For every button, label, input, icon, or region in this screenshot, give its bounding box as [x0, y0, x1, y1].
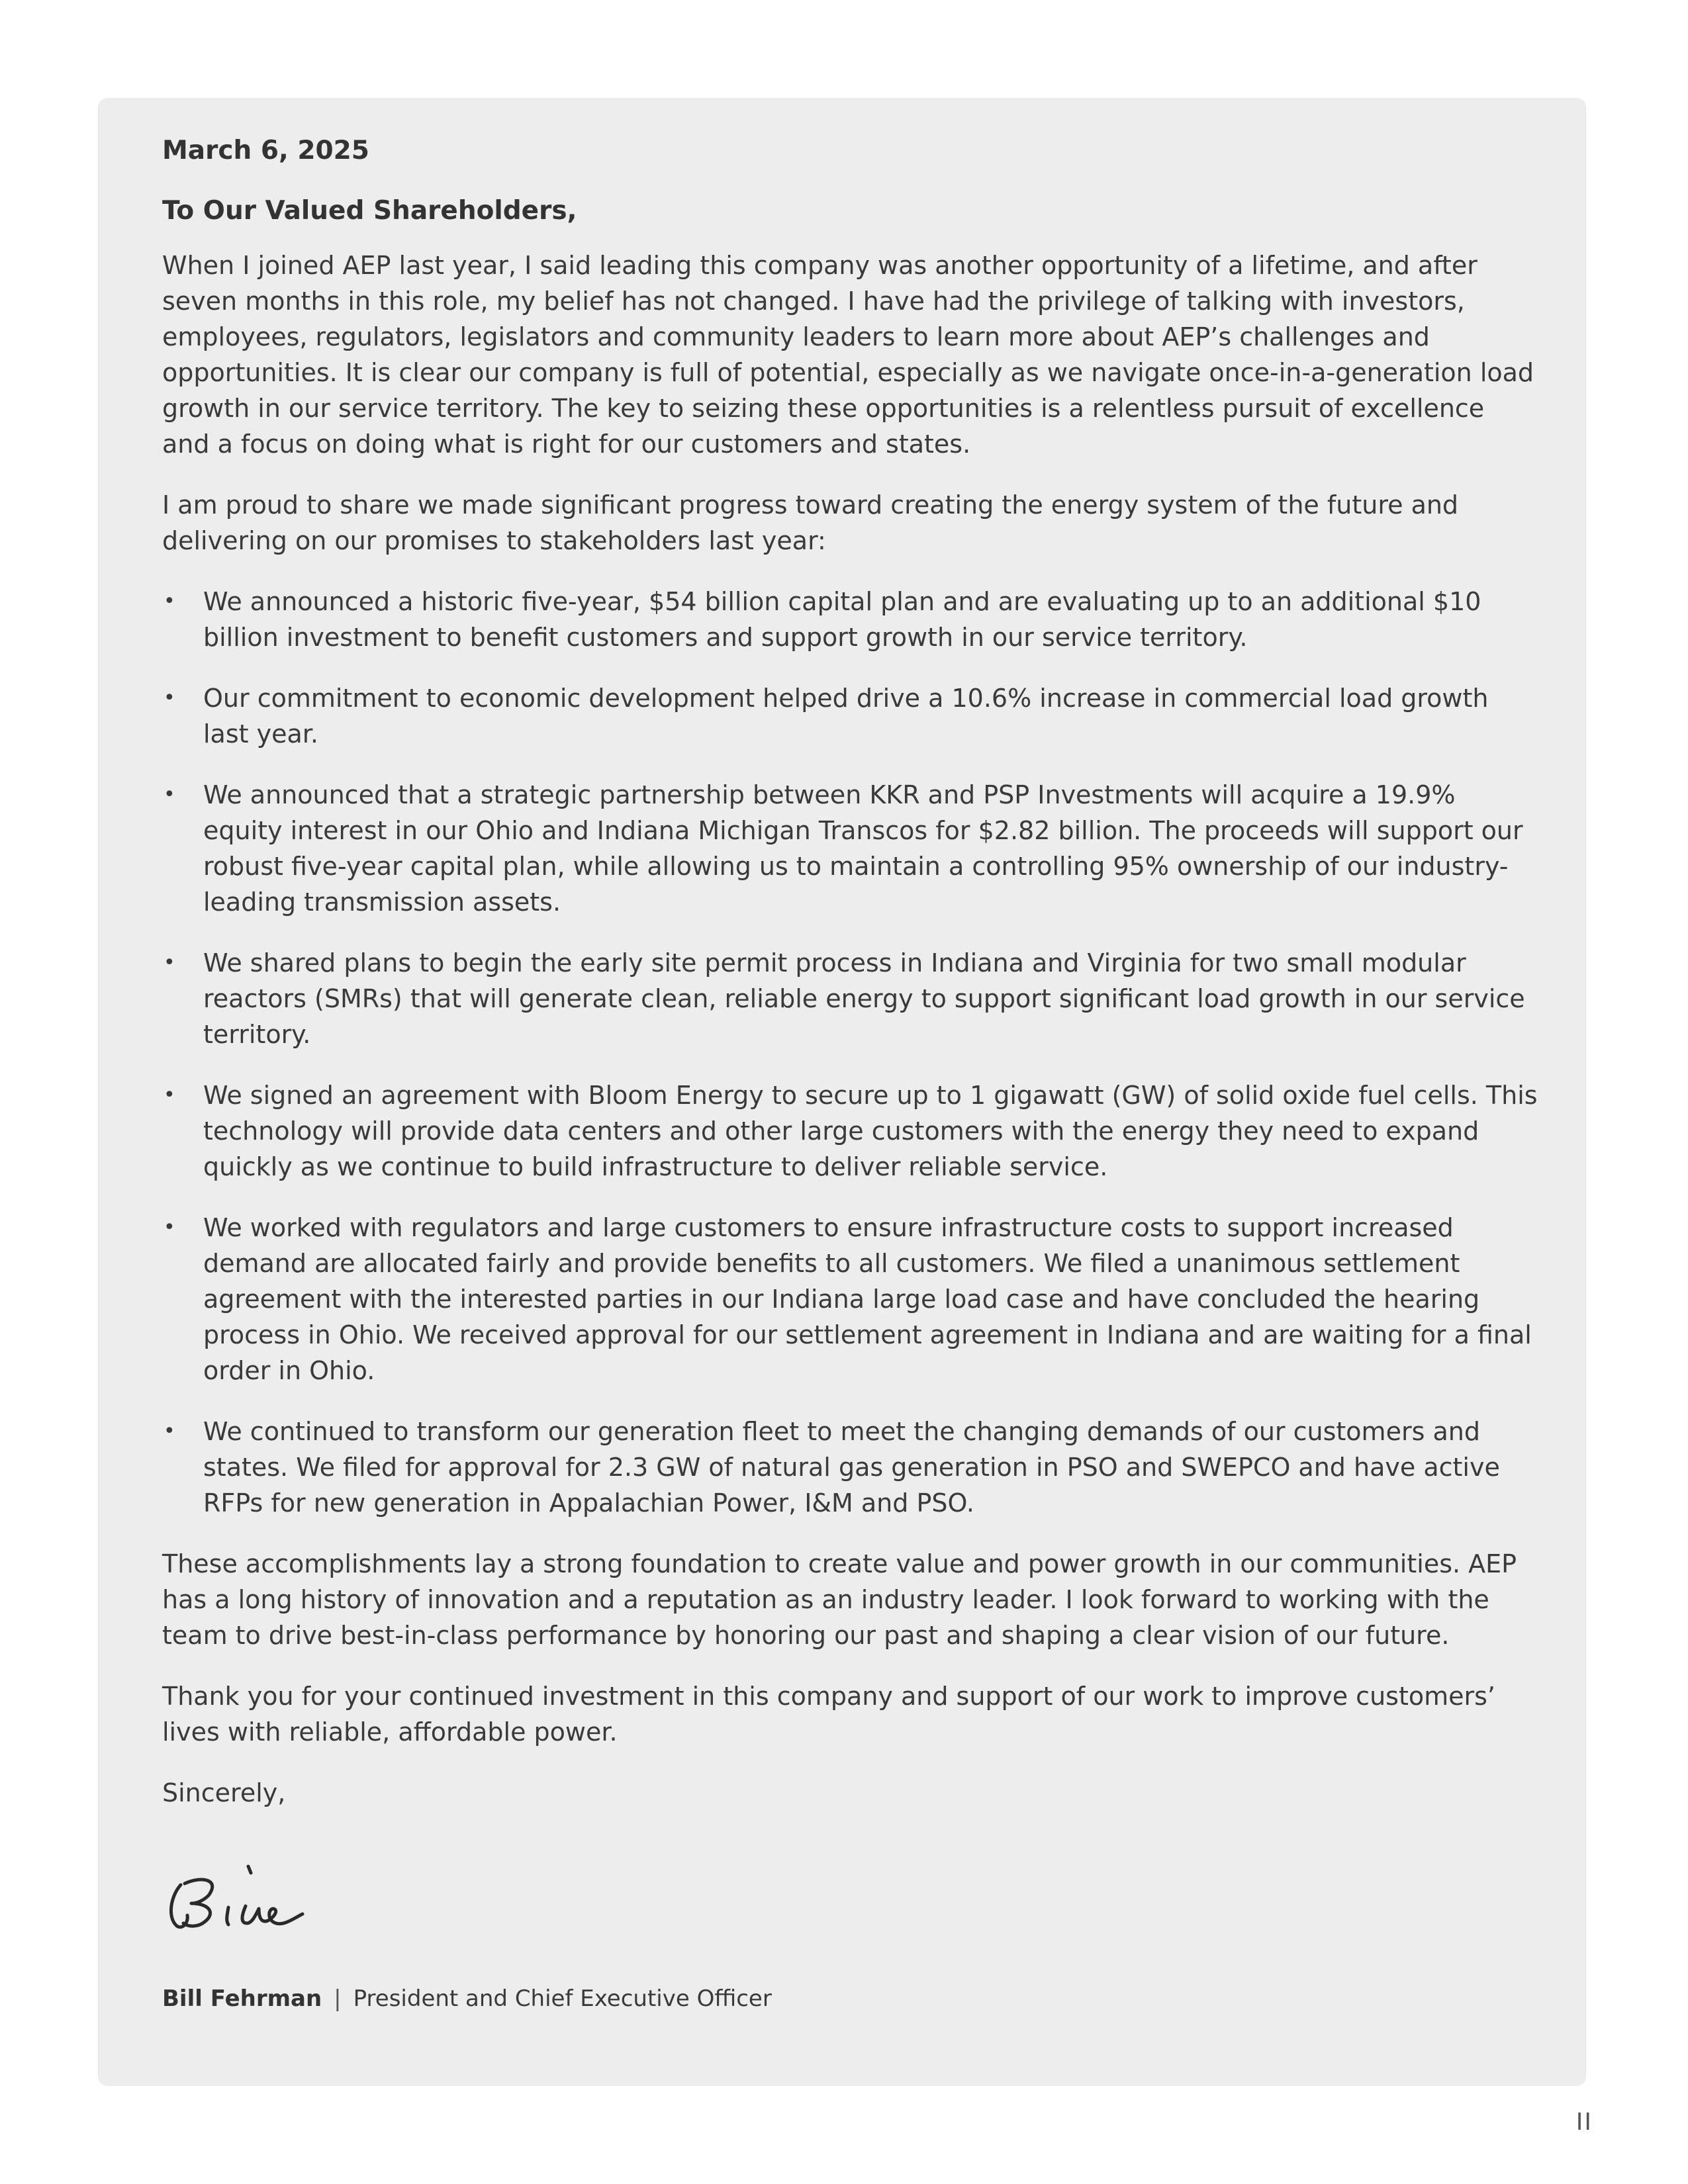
separator: | [334, 1985, 342, 2013]
closing: Sincerely, [162, 1778, 286, 1808]
list-item-text: We signed an agreement with Bloom Energy to secure up to 1 gigawatt (GW) of solid oxide fuel cells. This technology will provide data centers and other large customers with the energy they need to expand quickly as we continue to build infrastructure to deliver reliable service. [203, 1081, 1538, 1182]
list-item [162, 777, 1539, 920]
signer-name: Bill Fehrman [162, 1985, 322, 2013]
list-item-text: We continued to transform our generation fleet to meet the changing demands of our customers and states. We filed for approval for 2.3 GW of natural gas generation in PSO and SWEPCO and have active RFPs for new generation in Appalachian Power, I&M and PSO. [203, 1417, 1500, 1518]
outro-paragraph: Thank you for your continued investment in this company and support of our work to improve customers’ lives with reliable, affordable power. [162, 1682, 1495, 1747]
bullet-icon: • [164, 1216, 175, 1240]
page-number: II [1575, 2109, 1593, 2136]
list-item-text: We announced a historic five-year, $54 billion capital plan and are evaluating up to an additional $10 billion investment to benefit customers and support growth in our service territory. [203, 587, 1481, 653]
bullet-icon: • [164, 1420, 175, 1443]
list-item [162, 1077, 1539, 1185]
outro-paragraph: These accomplishments lay a strong foundation to create value and power growth in our communities. AEP has a long history of innovation and a reputation as an industry leader. I look forward to working with the team to drive best-in-class performance by honoring our past and shaping a clear vision of our future. [162, 1549, 1517, 1651]
list-item [162, 1210, 1539, 1388]
list-item-text: Our commitment to economic development helped drive a 10.6% increase in commercial load growth last year. [203, 684, 1489, 749]
handwritten-signature [162, 1857, 314, 1936]
list-item [162, 945, 1539, 1052]
list-item-text: We shared plans to begin the early site permit process in Indiana and Virginia for two small modular reactors (SMRs) that will generate clean, reliable energy to support significant load growth in our service territory. [203, 948, 1525, 1050]
signer-title: President and Chief Executive Officer [353, 1985, 772, 2013]
intro-paragraph: When I joined AEP last year, I said leading this company was another opportunity of a lifetime, and after seven months in this role, my belief has not changed. I have had the privilege of talking with investors, employees, regulators, legislators and community leaders to learn more about AEP’s challenges and opportunities. It is clear our company is full of potential, especially as we navigate once-in-a-generation load growth in our service territory. The key to seizing these opportunities is a relentless pursuit of excellence and a focus on doing what is right for our customers and states. [162, 251, 1534, 459]
signer-line [162, 1984, 1539, 2013]
bullet-icon: • [164, 1083, 175, 1107]
shareholder-letter [162, 134, 1539, 2013]
list-item [162, 680, 1539, 752]
letter-date: March 6, 2025 [162, 136, 369, 165]
list-item [162, 1414, 1539, 1521]
list-item-text: We worked with regulators and large customers to ensure infrastructure costs to support increased demand are allocated fairly and provide benefits to all customers. We filed a unanimous settlement agreement with the interested parties in our Indiana large load case and have concluded the hearing process in Ohio. We received approval for our settlement agreement in Indiana and are waiting for a final order in Ohio. [203, 1213, 1532, 1386]
bullet-icon: • [164, 590, 175, 614]
letter-panel [98, 98, 1586, 2086]
bullet-icon: • [164, 783, 175, 807]
bullet-icon: • [164, 951, 175, 975]
intro-paragraph: I am proud to share we made significant progress toward creating the energy system of the future and delivering on our promises to stakeholders last year: [162, 490, 1459, 556]
salutation: To Our Valued Shareholders, [162, 195, 577, 226]
list-item-text: We announced that a strategic partnership between KKR and PSP Investments will acquire a 19.9% equity interest in our Ohio and Indiana Michigan Transcos for $2.82 billion. The proceeds will support our robust five-year capital plan, while allowing us to maintain a controlling 95% ownership of our industry-leading transmission assets. [203, 780, 1523, 917]
list-item [162, 584, 1539, 655]
bullet-icon: • [164, 686, 175, 710]
accomplishments-list [162, 584, 1539, 1521]
